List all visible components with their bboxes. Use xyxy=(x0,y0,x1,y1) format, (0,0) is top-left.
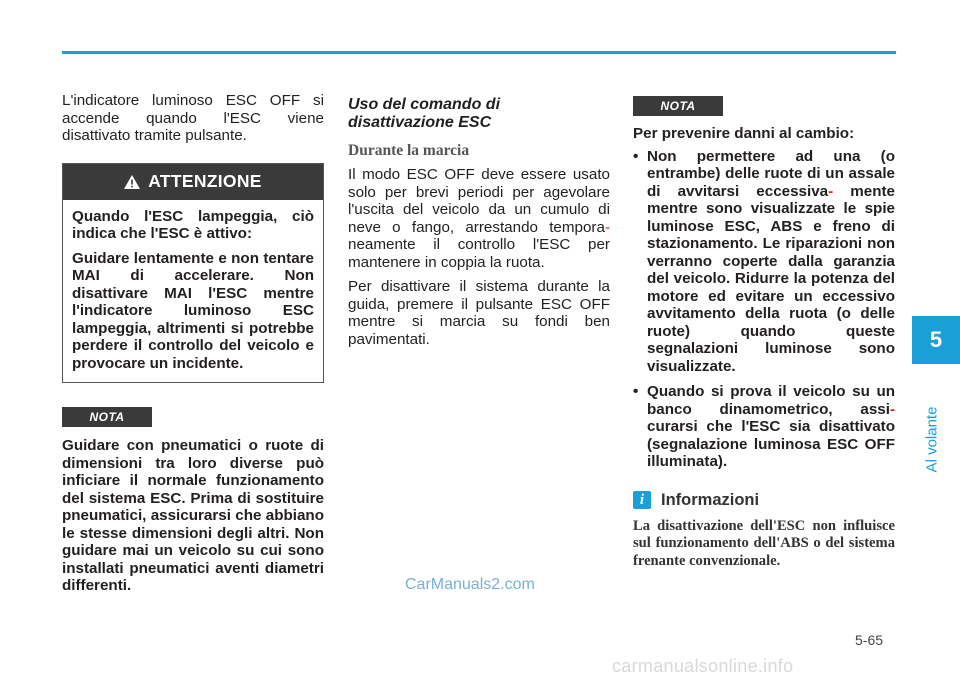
subsection-heading: Durante la marcia xyxy=(348,142,470,159)
warning-header xyxy=(63,164,323,200)
watermark: carmanualsonline.info xyxy=(612,656,794,676)
warning-paragraph: Quando l'ESC lampeggia, ciò indica che l'ESC è attivo: xyxy=(72,207,314,242)
info-header xyxy=(633,491,895,510)
chapter-tab: 5 xyxy=(912,316,960,364)
info-text: La disattivazione dell'ESC non influisce sul funzionamento dell'ABS o del sistema frenante convenzionale. xyxy=(633,517,895,569)
warning-title: ATTENZIONE xyxy=(148,171,262,191)
warning-box xyxy=(62,163,324,384)
warning-body xyxy=(63,200,323,383)
info-title: Informazioni xyxy=(661,490,760,509)
page-number: 5-65 xyxy=(855,632,884,648)
column-middle xyxy=(348,96,610,348)
list-item: • Quando si prova il veicolo su un banco dinamometrico, assi- curarsi che l'ESC sia disattivato (segnalazione luminosa ESC OFF illuminata). xyxy=(633,383,895,471)
nota-label: NOTA xyxy=(62,407,152,427)
nota-bullet-list xyxy=(633,148,895,471)
nota-heading: Per prevenire danni al cambio: xyxy=(633,125,855,142)
list-item: • Non permettere ad una (o entrambe) delle ruote di un assale di avvitarsi eccessiva- mente mentre sono visualizzate le spie luminose ESC, ABS e freno di stazionamento. Le riparazioni non verranno coperte dalla garanzia del veicolo. Ridurre la potenza del motore ed evitare un eccessivo avvitamento della ruota (o delle ruote) quando queste segnalazioni luminose sono visualizzate. xyxy=(633,148,895,376)
esc-off-disable-paragraph: Per disattivare il sistema durante la guida, premere il pulsante ESC OFF mentre si marcia su fondi ben pavimentati. xyxy=(348,278,610,348)
nota-label: NOTA xyxy=(633,96,723,116)
watermark: CarManuals2.com xyxy=(405,576,535,593)
info-icon: i xyxy=(633,491,651,509)
esc-off-intro: L'indicatore luminoso ESC OFF si accende quando l'ESC viene disattivato tramite pulsante. xyxy=(62,92,324,144)
nota-text: Guidare con pneumatici o ruote di dimensioni tra loro diverse può inficiare il normale funzionamento del sistema ESC. Prima di sostituire pneumatici, assicurarsi che abbiano le stesse dimensioni degli altri. Non guidare mai un veicolo su cui sono installati pneumatici aventi diametri differenti. xyxy=(62,437,324,594)
top-rule xyxy=(62,51,896,54)
esc-off-usage-paragraph: Il modo ESC OFF deve essere usato solo per brevi periodi per agevolare l'uscita del veicolo da un cumulo di neve o fango, arrestando tempora- neamente il controllo l'ESC per mantenere in coppia la ruota. xyxy=(348,166,610,271)
column-right xyxy=(633,96,895,570)
column-left xyxy=(62,92,324,595)
section-heading: Uso del comando di disattivazione ESC xyxy=(348,96,501,131)
warning-paragraph: Guidare lentamente e non tentare MAI di accelerare. Non disattivare MAI l'ESC mentre l'indicatore luminoso ESC lampeggia, altrimenti si potrebbe perdere il controllo del veicolo e provocare un incidente. xyxy=(72,249,314,372)
warning-triangle-icon xyxy=(124,175,140,189)
hyphen-mark: - xyxy=(604,218,610,236)
